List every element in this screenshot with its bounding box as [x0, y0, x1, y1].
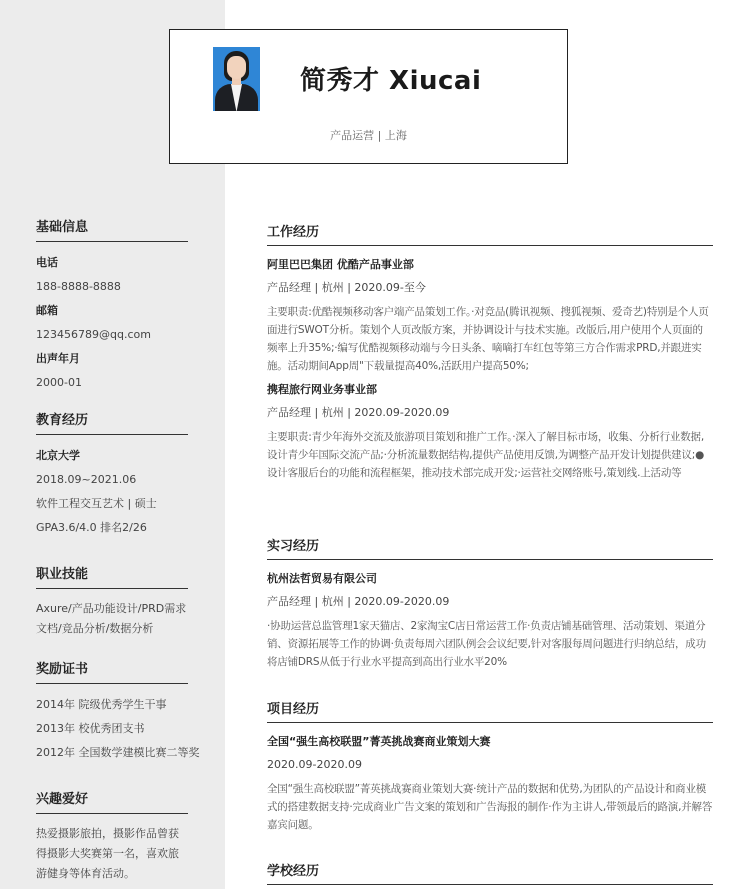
job-description: 主要职责:青少年海外交流及旅游项目策划和推广工作。·深入了解目标市场，收集、分析行业数据,设计青少年国际交流产品;·分析流量数据结构,提供产品使用反馈,为调整产品开发计划提供建议;●设计客服后台的功能和流程框架，推动技术部完成开发;·运营社交网络账号,策划线.上活动等 [267, 431, 705, 479]
candidate-subtitle: 产品运营 | 上海 [330, 129, 407, 142]
education-period: 2018.09~2021.06 [36, 473, 137, 486]
job-company: 阿里巴巴集团 优酷产品事业部 [267, 258, 414, 271]
skills-title: 职业技能 [36, 563, 188, 589]
job-company: 携程旅行网业务事业部 [267, 383, 377, 396]
award-item: 2013年 校优秀团支书 [36, 722, 145, 735]
project-date: 2020.09-2020.09 [267, 758, 362, 771]
education-major: 软件工程交互艺术 | 硕士 [36, 497, 157, 510]
school-name: 北京大学 [36, 449, 80, 462]
school-experience-section [267, 860, 713, 889]
awards-section [36, 658, 200, 765]
internship-company: 杭州法哲贸易有限公司 [267, 572, 377, 585]
phone-label: 电话 [36, 256, 58, 269]
awards-title: 奖励证书 [36, 658, 188, 684]
work-experience-section [267, 221, 713, 489]
birth-label: 出声年月 [36, 352, 80, 365]
project-title: 项目经历 [267, 698, 713, 723]
internship-description: ·协助运营总监管理1家天猫店、2家淘宝C店日常运营工作·负责店铺基础管理、活动策划、渠道分销、资源拓展等工作的协调·负责每周六团队例会会议纪要,针对客服每周问题进行归纳总结，成功将店铺DRS从低于行业水平提高到高出行业水平20% [267, 620, 706, 668]
skills-text: Axure/产品功能设计/PRD需求文档/竞品分析/数据分析 [36, 602, 187, 635]
job-role: 产品经理 | 杭州 | 2020.09-2020.09 [267, 406, 450, 419]
school-title: 学校经历 [267, 860, 713, 885]
birth-value: 2000-01 [36, 376, 82, 389]
profile-photo [213, 47, 260, 111]
project-description: 全国“强生高校联盟”菁英挑战赛商业策划大赛·统计产品的数据和优势,为团队的产品设计和商业模式的搭建数据支持·完成商业广告文案的策划和广告海报的制作·作为主讲人,带领最后的路演,并解答嘉宾问题。 [267, 783, 713, 831]
resume-header [169, 29, 568, 164]
award-item: 2014年 院级优秀学生干事 [36, 698, 167, 711]
internship-section [267, 535, 713, 678]
hobbies-text: 热爱摄影旅拍，摄影作品曾获得摄影大奖赛第一名，喜欢旅游健身等体育活动。 [36, 827, 179, 880]
education-title: 教育经历 [36, 409, 188, 435]
skills-section [36, 563, 188, 639]
work-title: 工作经历 [267, 221, 713, 246]
internship-title: 实习经历 [267, 535, 713, 560]
basic-info-section [36, 216, 188, 395]
project-name: 全国“强生高校联盟”菁英挑战赛商业策划大赛 [267, 735, 491, 748]
basic-info-title: 基础信息 [36, 216, 188, 242]
email-label: 邮箱 [36, 304, 58, 317]
job-role: 产品经理 | 杭州 | 2020.09-至今 [267, 281, 426, 294]
internship-role: 产品经理 | 杭州 | 2020.09-2020.09 [267, 595, 450, 608]
candidate-name: 简秀才 Xiucai [300, 66, 482, 96]
phone-value: 188-8888-8888 [36, 280, 121, 293]
project-section [267, 698, 713, 841]
email-value: 123456789@qq.com [36, 328, 151, 341]
education-gpa: GPA3.6/4.0 排名2/26 [36, 521, 147, 534]
hobbies-section [36, 788, 188, 884]
hobbies-title: 兴趣爱好 [36, 788, 188, 814]
job-description: 主要职责:优酷视频移动客户端产品策划工作。·对竞品(腾讯视频、搜狐视频、爱奇艺)特别是个人页面进行SWOT分析。策划个人页改版方案，并协调设计与技术实施。改版后,用户使用个人页面的频率上升35%;·编写优酷视频移动端与今日头条、嘀嘀打车红包等第三方合作需求PRD,并跟进实施。活动期间App周"下载量提高40%,活跃用户提高50%; [267, 306, 709, 372]
education-section [36, 409, 188, 540]
award-item: 2012年 全国数学建模比赛二等奖 [36, 746, 200, 759]
